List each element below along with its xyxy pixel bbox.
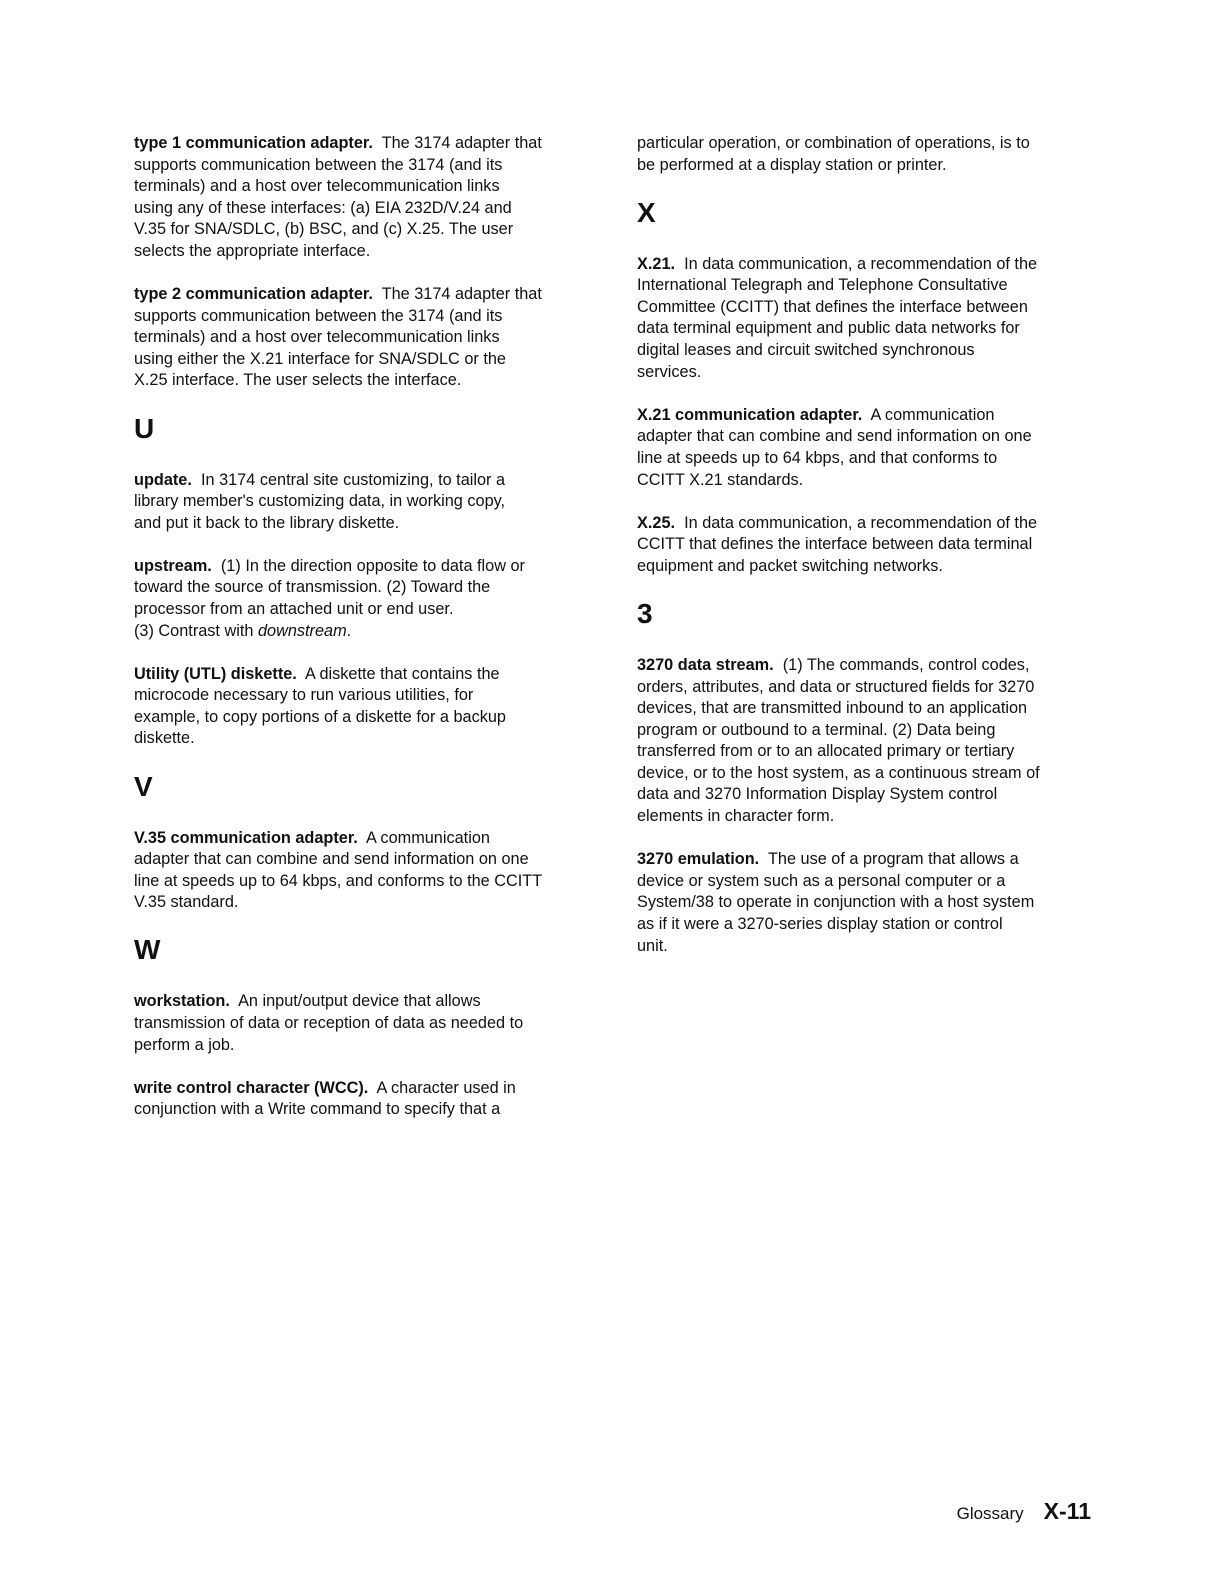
punctuation: . bbox=[346, 621, 352, 640]
term: upstream. bbox=[134, 556, 212, 575]
term: 3270 emulation. bbox=[637, 850, 760, 869]
glossary-entry-v35-adapter bbox=[134, 828, 594, 914]
glossary-entry-update bbox=[134, 470, 594, 535]
left-column bbox=[134, 133, 594, 1142]
section-heading-w: W bbox=[134, 934, 161, 966]
section-heading-u: U bbox=[134, 412, 155, 444]
definition: A communication adapter that can combine and send information on one line at speeds up to 64 kbps, and that conforms to CCITT X.21 standards. bbox=[637, 405, 1032, 489]
term: write control character (WCC). bbox=[134, 1078, 369, 1097]
cross-reference: downstream bbox=[257, 621, 347, 640]
glossary-entry-wcc-continued bbox=[637, 133, 1097, 176]
term: workstation. bbox=[134, 992, 230, 1011]
page-footer bbox=[957, 1498, 1091, 1525]
right-column bbox=[637, 133, 1097, 979]
section-heading-x: X bbox=[637, 196, 656, 228]
definition: The use of a program that allows a device or system such as a personal computer or a System/38 to operate in conjunction with a host system as if it were a 3270-series display station or control unit. bbox=[637, 850, 1035, 955]
page-number: X-11 bbox=[1043, 1498, 1091, 1524]
glossary-entry-type1 bbox=[134, 133, 594, 263]
footer-section-label: Glossary bbox=[956, 1504, 1024, 1523]
term: X.21. bbox=[637, 254, 676, 273]
term: X.21 communication adapter. bbox=[637, 405, 863, 424]
term: V.35 communication adapter. bbox=[134, 828, 358, 847]
glossary-entry-upstream bbox=[134, 556, 594, 642]
glossary-entry-x21-adapter bbox=[637, 405, 1097, 491]
definition: (1) The commands, control codes, orders, attributes, and data or structured fields for 3270 devices, that are transmitted inbound to an application program or outbound to a terminal. (2) Data being transferred from or to an allocated primary or tertiary device, or to the host system, as a continuous stream of data and 3270 Information Display System control elements in character form. bbox=[637, 655, 1040, 826]
term: type 1 communication adapter. bbox=[134, 134, 373, 152]
definition: particular operation, or combination of operations, is to be performed at a display station or printer. bbox=[637, 134, 1030, 174]
term: X.25. bbox=[637, 513, 676, 532]
section-heading-3: 3 bbox=[637, 597, 653, 629]
glossary-entry-type2 bbox=[134, 284, 594, 392]
glossary-entry-workstation bbox=[134, 991, 594, 1056]
definition: In 3174 central site customizing, to tailor a library member's customizing data, in working copy, and put it back to the library diskette. bbox=[134, 470, 506, 532]
term: Utility (UTL) diskette. bbox=[134, 664, 297, 683]
definition: A diskette that contains the microcode necessary to run various utilities, for example, to copy portions of a diskette for a backup diskette. bbox=[134, 664, 506, 748]
definition: (1) In the direction opposite to data flow or toward the source of transmission. (2) Toward the processor from an attached unit or end user. (3) Contrast with bbox=[134, 556, 525, 640]
section-heading-v: V bbox=[134, 770, 153, 802]
term: update. bbox=[134, 470, 192, 489]
definition: The 3174 adapter that supports communication between the 3174 (and its terminals) and a host over telecommunication links using any of these interfaces: (a) EIA 232D/V.24 and V.35 for SNA/SDLC, (b) BSC, and (c) X.25. The user selects the appropriate interface. bbox=[134, 134, 542, 260]
glossary-entry-x25 bbox=[637, 513, 1097, 578]
glossary-entry-3270-emulation bbox=[637, 849, 1097, 957]
definition: An input/output device that allows transmission of data or reception of data as needed to perform a job. bbox=[134, 992, 524, 1054]
definition: The 3174 adapter that supports communication between the 3174 (and its terminals) and a host over telecommunication links using either the X.21 interface for SNA/SDLC or the X.25 interface. The user selects the interface. bbox=[134, 285, 542, 390]
definition: In data communication, a recommendation of the CCITT that defines the interface between data terminal equipment and packet switching networks. bbox=[637, 513, 1038, 575]
definition: A character used in conjunction with a Write command to specify that a bbox=[134, 1078, 516, 1119]
glossary-entry-3270-data-stream bbox=[637, 655, 1097, 828]
term: 3270 data stream. bbox=[637, 655, 774, 674]
glossary-entry-utility-diskette bbox=[134, 664, 594, 750]
glossary-entry-x21 bbox=[637, 254, 1097, 384]
definition: A communication adapter that can combine and send information on one line at speeds up to 64 kbps, and conforms to the CCITT V.35 standard. bbox=[134, 828, 543, 912]
term: type 2 communication adapter. bbox=[134, 285, 373, 304]
glossary-entry-wcc bbox=[134, 1078, 594, 1121]
definition: In data communication, a recommendation of the International Telegraph and Telephone Consultative Committee (CCITT) that defines the interface between data terminal equipment and public data networks for digital leases and circuit switched synchronous services. bbox=[637, 254, 1038, 381]
